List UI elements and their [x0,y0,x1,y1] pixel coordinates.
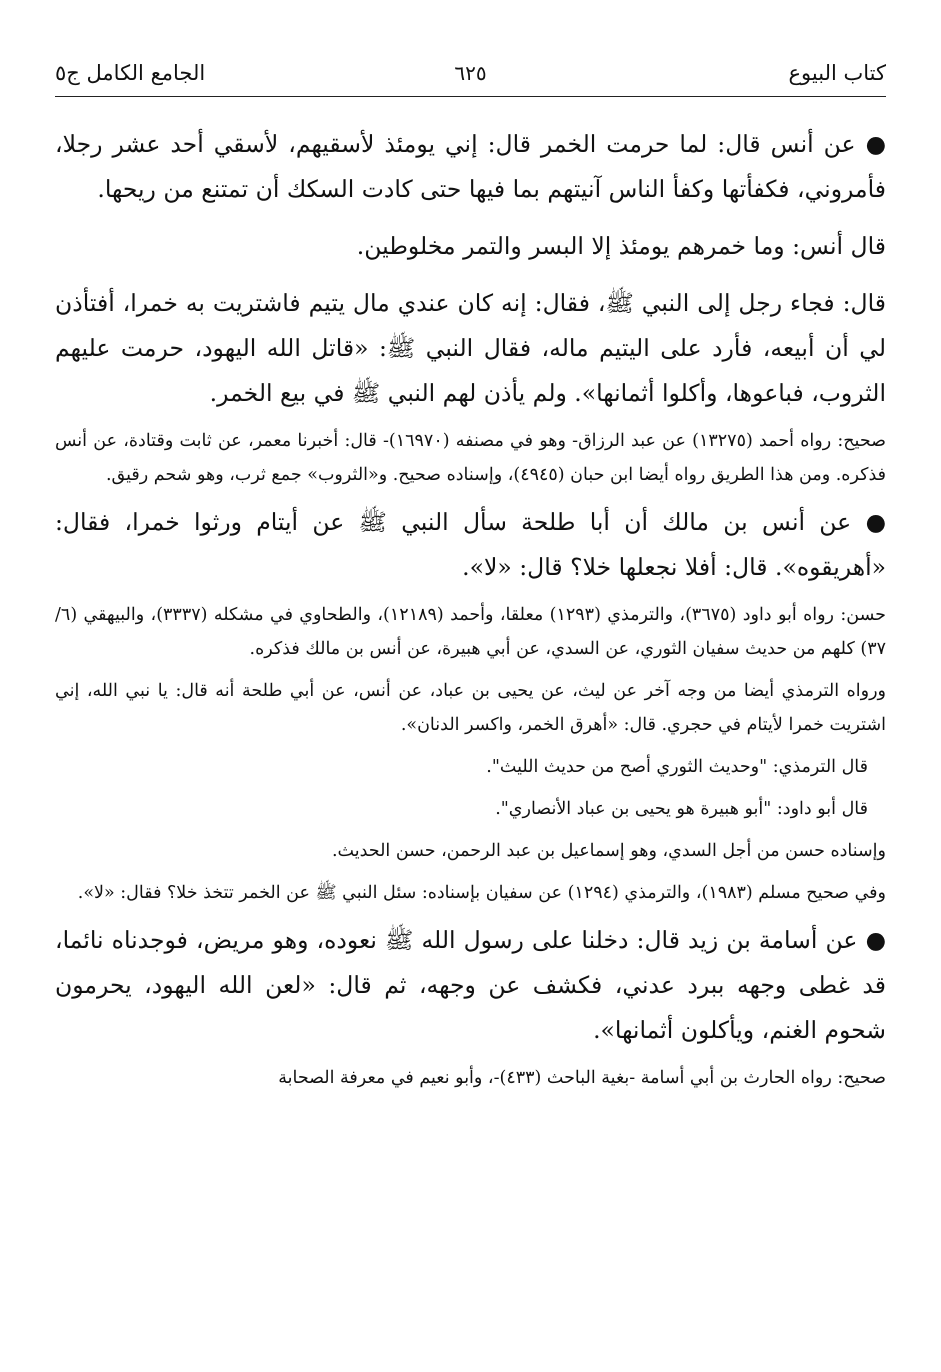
takhrij-note: صحيح: رواه الحارث بن أبي أسامة -بغية الباحث (٤٣٣)-، وأبو نعيم في معرفة الصحابة [278,1068,886,1088]
hadith-paragraph: قال: فجاء رجل إلى النبي ﷺ، فقال: إنه كان عندي مال يتيم فاشتريت به خمرا، أفتأذن لي أن أبيعه، فأرد على اليتيم ماله، فقال النبي ﷺ: «قاتل الله اليهود، حرمت عليهم الثروب، فباعوها، وأكلوا أثمانها». ولم يأذن لهم النبي ﷺ في بيع الخمر. [55,289,886,407]
hadith-paragraph: ● عن أنس قال: لما حرمت الخمر قال: إني يومئذ لأسقيهم، لأسقي أحد عشر رجلا، فأمروني، فكفأتها وكفأ الناس آنيتهم بما فيها حتى كادت السكك أن تمتنع من ريحها. [55,130,886,203]
hadith-paragraph: ● عن أنس بن مالك أن أبا طلحة سأل النبي ﷺ عن أيتام ورثوا خمرا، فقال: «أهريقوه». قال: أفلا نجعلها خلا؟ قال: «لا». [55,508,886,581]
page-header [55,55,886,95]
volume-title: الجامع الكامل ج٥ [55,61,206,85]
book-title: كتاب البيوع [788,61,886,85]
takhrij-note: صحيح: رواه أحمد (١٣٢٧٥) عن عبد الرزاق- وهو في مصنفه (١٦٩٧٠)- قال: أخبرنا معمر، عن ثابت وقتادة، عن أنس فذكره. ومن هذا الطريق رواه أيضا ابن حبان (٤٩٤٥)، وإسناده صحيح. و«الثروب» جمع ثرب، وهو شحم رقيق. [55,431,886,485]
page-body [55,122,886,1095]
header-rule [55,96,886,97]
takhrij-note: قال أبو داود: "أبو هبيرة هو يحيى بن عباد الأنصاري". [495,799,868,819]
takhrij-note: وفي صحيح مسلم (١٩٨٣)، والترمذي (١٢٩٤) عن سفيان بإسناده: سئل النبي ﷺ عن الخمر تتخذ خلا؟ فقال: «لا». [77,883,886,903]
takhrij-note: ورواه الترمذي أيضا من وجه آخر عن ليث، عن يحيى بن عباد، عن أنس، عن أبي طلحة أنه قال: يا نبي الله، إني اشتريت خمرا لأيتام في حجري. قال: «أهرق الخمر، واكسر الدنان». [55,681,886,735]
hadith-paragraph: قال أنس: وما خمرهم يومئذ إلا البسر والتمر مخلوطين. [356,232,886,260]
hadith-paragraph: ● عن أسامة بن زيد قال: دخلنا على رسول الله ﷺ نعوده، وهو مريض، فوجدناه نائما، قد غطى وجهه ببرد عدني، فكشف عن وجهه، ثم قال: «لعن الله اليهود، يحرمون شحوم الغنم، ويأكلون أثمانها». [55,926,886,1044]
page-number: ٦٢٥ [454,61,487,85]
takhrij-note: حسن: رواه أبو داود (٣٦٧٥)، والترمذي (١٢٩٣) معلقا، وأحمد (١٢١٨٩)، والطحاوي في مشكله (٣٣٣٧)، والبيهقي (٦/ ٣٧) كلهم من حديث سفيان الثوري، عن السدي، عن أبي هبيرة، عن أنس بن مالك فذكره. [55,605,886,659]
takhrij-note: قال الترمذي: "وحديث الثوري أصح من حديث الليث". [486,757,868,777]
takhrij-note: وإسناده حسن من أجل السدي، وهو إسماعيل بن عبد الرحمن، حسن الحديث. [331,841,886,861]
